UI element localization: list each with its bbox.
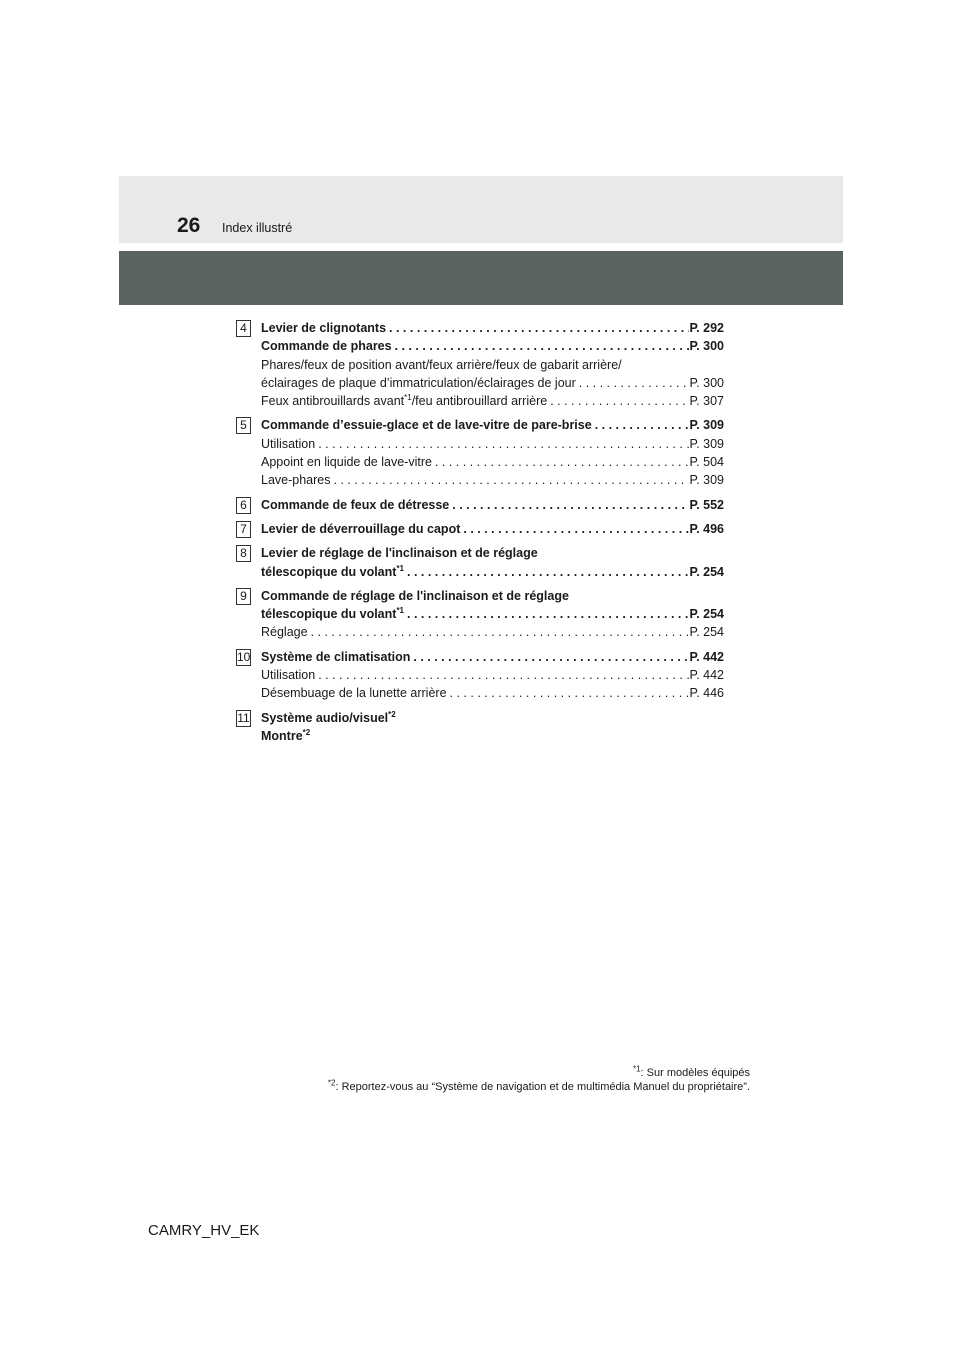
page-reference-link[interactable]: P. 309 [689, 436, 724, 451]
dot-leader [449, 496, 689, 514]
index-entry[interactable] [261, 605, 724, 623]
index-group [236, 544, 724, 581]
entry-label [261, 416, 592, 434]
entry-label [261, 589, 569, 603]
page-number: 26 [177, 214, 201, 237]
index-entry[interactable] [261, 416, 724, 434]
dot-leader [432, 453, 690, 471]
dot-leader [592, 416, 690, 434]
dot-leader [404, 563, 689, 581]
item-number-badge: 8 [236, 545, 251, 562]
entry-text: Réglage [261, 625, 308, 640]
footnote-ref: *1 [396, 606, 404, 615]
index-entries [236, 319, 724, 751]
index-entry [261, 544, 724, 562]
entry-text: Système audio/visuel [261, 710, 389, 725]
item-number-badge: 6 [236, 497, 251, 514]
item-number-badge: 11 [237, 710, 250, 725]
entry-label [261, 648, 410, 666]
entry-text: Désembuage de la lunette arrière [261, 686, 447, 701]
entry-label [261, 563, 404, 581]
item-number-badge: 9 [236, 588, 251, 605]
page-reference-link[interactable]: P. 309 [689, 418, 724, 433]
entry-text: Utilisation [261, 668, 316, 683]
page-reference-link[interactable]: P. 254 [689, 607, 724, 622]
document-code: CAMRY_HV_EK [148, 1222, 260, 1239]
index-entry[interactable] [261, 374, 724, 392]
page-reference-link[interactable]: P. 307 [689, 394, 724, 409]
page-reference-link[interactable]: P. 496 [689, 521, 724, 536]
entry-label [261, 684, 447, 702]
dot-leader [576, 374, 690, 392]
footnote-ref: *1 [404, 393, 412, 403]
entry-text: Utilisation [261, 436, 316, 451]
entry-label [261, 471, 331, 489]
item-number-badge: 10 [237, 649, 251, 664]
page-reference-link[interactable]: P. 300 [689, 339, 724, 354]
entry-text: éclairages de plaque d’immatriculation/éclairages de jour [261, 375, 576, 390]
entry-text: Commande de feux de détresse [261, 497, 450, 512]
index-entry[interactable] [261, 453, 724, 471]
index-entry[interactable] [261, 623, 724, 641]
item-number-badge: 4 [236, 320, 251, 337]
entry-label [261, 546, 538, 560]
footnote [328, 1080, 750, 1094]
dot-leader [460, 520, 689, 538]
entry-label [261, 623, 308, 641]
dot-leader [410, 648, 689, 666]
entry-text: Commande de réglage de l'inclinaison et de réglage [261, 588, 569, 603]
footnote [328, 1066, 750, 1080]
index-entry [261, 356, 724, 374]
footnote-mark: *2 [327, 1078, 336, 1088]
entry-label [261, 666, 315, 684]
dot-leader [447, 684, 690, 702]
entry-label [261, 453, 432, 471]
entry-text: Phares/feux de position avant/feux arrière/feux de gabarit arrière/ [261, 357, 622, 372]
index-entry[interactable] [261, 392, 724, 410]
index-group [236, 319, 724, 410]
footnote-mark: *1 [632, 1064, 641, 1074]
index-entry [261, 587, 724, 605]
footnote-text: : Reportez-vous au “Système de navigation et de multimédia Manuel du propriétaire”. [335, 1081, 750, 1093]
index-entry[interactable] [261, 648, 724, 666]
entry-text: Levier de clignotants [261, 321, 387, 335]
dot-leader [547, 392, 689, 410]
index-group [236, 709, 724, 746]
index-group [236, 587, 724, 642]
entry-text: Feux antibrouillards avant [261, 394, 405, 409]
dot-leader [404, 605, 689, 623]
entry-label [261, 711, 396, 725]
entry-label [261, 496, 449, 514]
page-reference-link[interactable]: P. 254 [689, 564, 724, 579]
page-reference-link[interactable]: P. 254 [689, 625, 724, 640]
header-dark-band [119, 251, 843, 305]
index-entry[interactable] [261, 337, 724, 355]
index-group [236, 496, 724, 514]
entry-text: Levier de déverrouillage du capot [261, 521, 461, 536]
entry-label [261, 729, 310, 743]
page-reference-link[interactable]: P. 446 [689, 686, 724, 701]
dot-leader [392, 337, 690, 355]
item-number-badge: 5 [236, 417, 251, 434]
footnote-text: : Sur modèles équipés [640, 1067, 750, 1079]
page-reference-link[interactable]: P. 300 [689, 375, 724, 390]
entry-label [261, 435, 315, 453]
page-reference-link[interactable]: P. 504 [689, 455, 724, 470]
dot-leader [315, 435, 689, 453]
entry-text: Système de climatisation [261, 649, 411, 664]
index-entry[interactable] [261, 471, 724, 489]
entry-label [261, 374, 576, 392]
page-reference-link[interactable]: P. 552 [689, 497, 724, 512]
index-entry[interactable] [261, 684, 724, 702]
page-reference-link[interactable]: P. 442 [689, 649, 724, 664]
entry-text: télescopique du volant [261, 607, 397, 622]
entry-label [261, 319, 386, 337]
index-entry[interactable] [261, 319, 724, 337]
dot-leader [308, 623, 690, 641]
footnote-ref: *1 [396, 563, 404, 573]
section-title: Index illustré [222, 221, 293, 235]
index-entry[interactable] [261, 666, 724, 684]
page-reference-link[interactable]: P. 442 [689, 668, 724, 683]
index-entry [261, 727, 724, 745]
item-number-badge: 7 [236, 521, 251, 538]
entry-text: Levier de réglage de l'inclinaison et de réglage [261, 546, 538, 561]
entry-text: télescopique du volant [261, 564, 397, 579]
entry-text: Commande de phares [261, 339, 392, 354]
entry-label [261, 358, 622, 372]
index-entry[interactable] [261, 435, 724, 453]
index-group [236, 648, 724, 703]
entry-text: Lave-phares [261, 473, 331, 488]
entry-label [261, 605, 404, 623]
page-reference-link[interactable]: P. 309 [689, 473, 724, 488]
entry-text-continued: /feu antibrouillard arrière [411, 394, 548, 409]
footnotes [328, 1066, 750, 1094]
index-entry [261, 709, 724, 727]
dot-leader [386, 319, 689, 337]
entry-label [261, 520, 460, 538]
entry-label [261, 337, 392, 355]
dot-leader [315, 666, 689, 684]
index-entry[interactable] [261, 496, 724, 514]
entry-label [261, 392, 547, 410]
entry-text: Commande d’essuie-glace et de lave-vitre de pare-brise [261, 418, 592, 433]
index-group [236, 416, 724, 489]
dot-leader [331, 471, 690, 489]
index-entry[interactable] [261, 520, 724, 538]
footnote-ref: *2 [302, 727, 311, 737]
entry-text: Appoint en liquide de lave-vitre [261, 455, 432, 470]
index-entry[interactable] [261, 563, 724, 581]
index-group [236, 520, 724, 538]
footnote-ref: *2 [388, 709, 396, 719]
page-reference-link[interactable]: P. 292 [689, 321, 724, 335]
entry-text: Montre [261, 728, 303, 743]
